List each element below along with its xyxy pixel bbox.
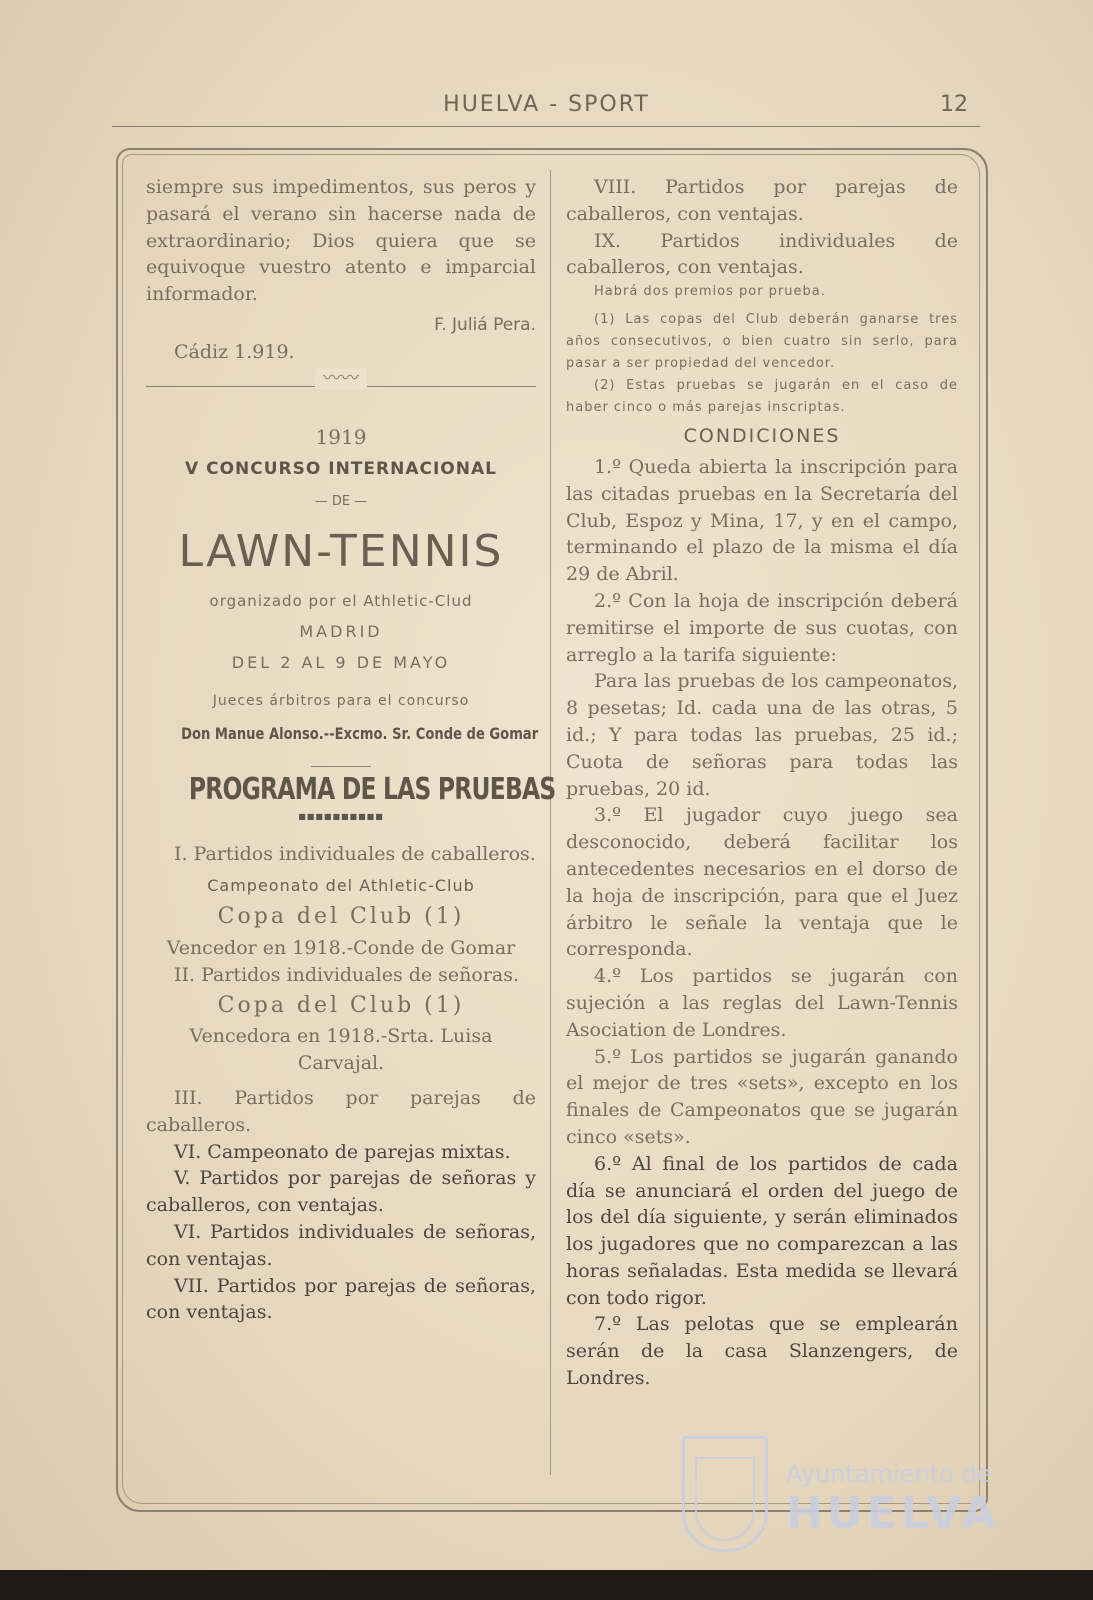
- ornament-divider: 〰〰: [146, 366, 536, 406]
- winner-line: Vencedor en 1918.-Conde de Gomar: [166, 936, 516, 959]
- event-organizer: organizado por el Athletic-Clud: [209, 591, 473, 610]
- footnote-2: (2) Estas pruebas se jugarán en el caso de haber cinco o más parejas inscriptas.: [566, 378, 958, 416]
- program-item: V. Partidos por parejas de señoras y caballeros, con ventajas.: [146, 1167, 536, 1217]
- condition-4: 4.º Los partidos se jugarán con sujeción a las reglas del Lawn-Tennis Asociation de Londres.: [566, 965, 958, 1041]
- event-year: 1919: [315, 424, 367, 449]
- program-heading: PROGRAMA DE LAS PRUEBAS: [188, 771, 556, 807]
- condition-7: 7.º Las pelotas que se emplearán serán de la casa Slanzengers, de Londres.: [566, 1313, 958, 1390]
- judges-label: Jueces árbitros para el concurso: [212, 693, 470, 710]
- copa-label: Copa del Club (1): [217, 904, 465, 930]
- program-item: III. Partidos por parejas de caballeros.: [146, 1086, 536, 1136]
- shield-icon: [682, 1436, 768, 1552]
- judges-names: Don Manue Alonso.--Excmo. Sr. Conde de Gomar: [181, 724, 539, 744]
- condition-6: 6.º Al final de los partidos de cada día se anunciará el orden del juego de los del día siguiente, y serán eliminados los jugadores que no comparezcan a las horas señaladas. Esta medida se llevará con todo rigor.: [566, 1152, 958, 1309]
- intro-paragraph: siempre sus impedimentos, sus peros y pasará el verano sin hacerse nada de extraordinario; Dios quiera que se equivoque vuestro atento e imparcial informador.: [146, 176, 536, 306]
- winner-line: Vencedora en 1918.-Srta. Luisa Carvajal.: [189, 1025, 493, 1075]
- campeonato-label: Campeonato del Athletic-Club: [207, 876, 475, 896]
- copa-label: Copa del Club (1): [217, 992, 465, 1018]
- event-de: — DE —: [314, 494, 368, 510]
- ayuntamiento-watermark: [682, 1436, 1000, 1560]
- watermark-line2: HUELVA: [786, 1488, 1000, 1539]
- header-rule: [112, 126, 980, 127]
- watermark-line1: Ayuntamiento de: [786, 1460, 992, 1488]
- running-title: HUELVA - SPORT: [443, 92, 650, 117]
- condition-2-tariff: Para las pruebas de los campeonatos, 8 pesetas; Id. cada una de las otras, 5 id.; Y para todas las pruebas, 25 id.; Cuota de señoras para todas las pruebas, 20 id.: [566, 670, 958, 800]
- condition-5: 5.º Los partidos se jugarán ganando el mejor de tres «sets», excepto en los finales de Campeonatos que se jugarán cinco «sets».: [566, 1045, 958, 1148]
- program-item: I. Partidos individuales de caballeros.: [174, 842, 536, 865]
- program-item: VI. Partidos individuales de señoras, con ventajas.: [146, 1220, 536, 1270]
- program-item: VIII. Partidos por parejas de caballeros, con ventajas.: [566, 176, 958, 225]
- dots-ornament: ■■■■■■■■■■: [298, 811, 384, 821]
- condition-1: 1.º Queda abierta la inscripción para las citadas pruebas en la Secretaría del Club, Espoz y Mina, 17, y en el campo, terminando el plazo de la misma el día 29 de Abril.: [566, 455, 958, 586]
- conditions-heading: CONDICIONES: [683, 425, 841, 448]
- place-date: Cádiz 1.919.: [174, 340, 295, 363]
- program-item: VI. Campeonato de parejas mixtas.: [174, 1140, 511, 1163]
- page-number: 12: [940, 92, 968, 117]
- program-item: IX. Partidos individuales de caballeros, con ventajas.: [566, 229, 958, 279]
- event-dates: DEL 2 AL 9 DE MAYO: [231, 652, 451, 672]
- scan-edge: [0, 1570, 1093, 1600]
- footnote-1: (1) Las copas del Club deberán ganarse tres años consecutivos, o bien cuatro sin serlo, para pasar a ser propiedad del vencedor.: [566, 312, 958, 372]
- program-item: VII. Partidos por parejas de señoras, con ventajas.: [146, 1274, 536, 1324]
- condition-3: 3.º El jugador cuyo juego sea desconocido, deberá facilitar los antecedentes necesarios en el dorso de la hoja de inscripción, para que el Juez árbitro le señale la ventaja que le corresponda.: [566, 804, 958, 961]
- event-concurso: V CONCURSO INTERNACIONAL: [185, 459, 497, 480]
- right-column: [566, 174, 958, 1392]
- program-item: II. Partidos individuales de señoras.: [174, 963, 520, 986]
- column-divider: [550, 170, 551, 1475]
- condition-2: 2.º Con la hoja de inscripción deberá remitirse el importe de sus cuotas, con arreglo a la tarifa siguiente:: [566, 589, 958, 666]
- short-rule: [311, 766, 371, 767]
- event-title: LAWN-TENNIS: [178, 525, 504, 577]
- signature: F. Juliá Pera.: [434, 314, 536, 335]
- left-column: [146, 174, 556, 1326]
- prizes-note: Habrá dos premios por prueba.: [594, 284, 826, 300]
- event-city: MADRID: [299, 621, 383, 641]
